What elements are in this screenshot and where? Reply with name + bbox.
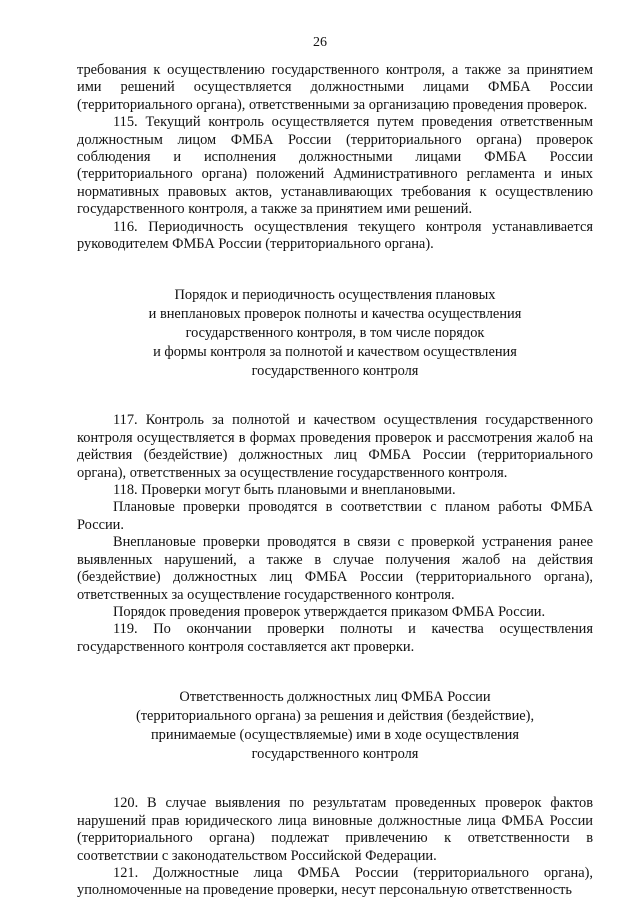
heading-line: (территориального органа) за решения и действия (бездействие), xyxy=(135,707,535,724)
paragraph: требования к осуществлению государственного контроля, а также за принятием ими решений осуществляется должностными лицами ФМБА России (территориального органа), ответственными за организацию проведения проверок. xyxy=(77,62,593,113)
section-heading-inspections xyxy=(77,286,593,380)
heading-line: Порядок и периодичность осуществления плановых xyxy=(174,287,496,304)
paragraph-119: 119. По окончании проверки полноты и качества осуществления государственного контроля составляется акт проверки. xyxy=(77,621,593,655)
section-heading-responsibility xyxy=(77,688,593,763)
paragraph-unplanned: Внеплановые проверки проводятся в связи с проверкой устранения ранее выявленных нарушений, а также в случае получения жалоб на действия (бездействие) должностных лиц ФМБА России (территориального органа), ответственных за осуществление государственного контроля. xyxy=(77,534,593,603)
paragraph-planned: Плановые проверки проводятся в соответствии с планом работы ФМБА России. xyxy=(77,499,593,533)
heading-line: государственного контроля, в том числе порядок xyxy=(185,325,485,342)
heading-line: государственного контроля xyxy=(251,745,419,762)
paragraph-117: 117. Контроль за полнотой и качеством осуществления государственного контроля осуществляется в формах проведения проверок и рассмотрения жалоб на действия (бездействие) должностных лиц ФМБА России (территориального органа), ответственных за осуществление государственного контроля. xyxy=(77,412,593,481)
heading-line: государственного контроля xyxy=(251,362,419,379)
section-mid xyxy=(77,412,593,656)
heading-line: и внеплановых проверок полноты и качества осуществления xyxy=(148,306,522,323)
paragraph-121: 121. Должностные лица ФМБА России (территориального органа), уполномоченные на проведение проверки, несут персональную ответственность xyxy=(77,864,593,899)
paragraph-116: 116. Периодичность осуществления текущего контроля устанавливается руководителем ФМБА России (территориального органа). xyxy=(77,218,593,253)
page-number: 26 xyxy=(313,35,327,50)
document-body xyxy=(77,62,593,900)
heading-line: Ответственность должностных лиц ФМБА России xyxy=(179,689,491,706)
paragraph-118: 118. Проверки могут быть плановыми и внеплановыми. xyxy=(113,482,456,499)
heading-line: и формы контроля за полнотой и качеством осуществления xyxy=(153,343,517,360)
section-top xyxy=(77,62,593,253)
heading-line: принимаемые (осуществляемые) ими в ходе осуществления xyxy=(150,726,519,743)
section-bottom xyxy=(77,795,593,899)
paragraph-120: 120. В случае выявления по результатам проведенных проверок фактов нарушений прав юридического лица виновные должностные лица ФМБА России (территориального органа) подлежат привлечению к ответственности в соответствии с законодательством Российской Федерации. xyxy=(77,795,593,864)
paragraph-procedure: Порядок проведения проверок утверждается приказом ФМБА России. xyxy=(113,603,546,620)
paragraph-115: 115. Текущий контроль осуществляется путем проведения ответственным должностным лицом ФМБА России (территориального органа) проверок соблюдения и исполнения должностными лицами ФМБА России (территориального органа) положений Административного регламента и иных нормативных правовых актов, устанавливающих требования к осуществлению государственного контроля, а также за принятием ими решений. xyxy=(77,114,593,218)
